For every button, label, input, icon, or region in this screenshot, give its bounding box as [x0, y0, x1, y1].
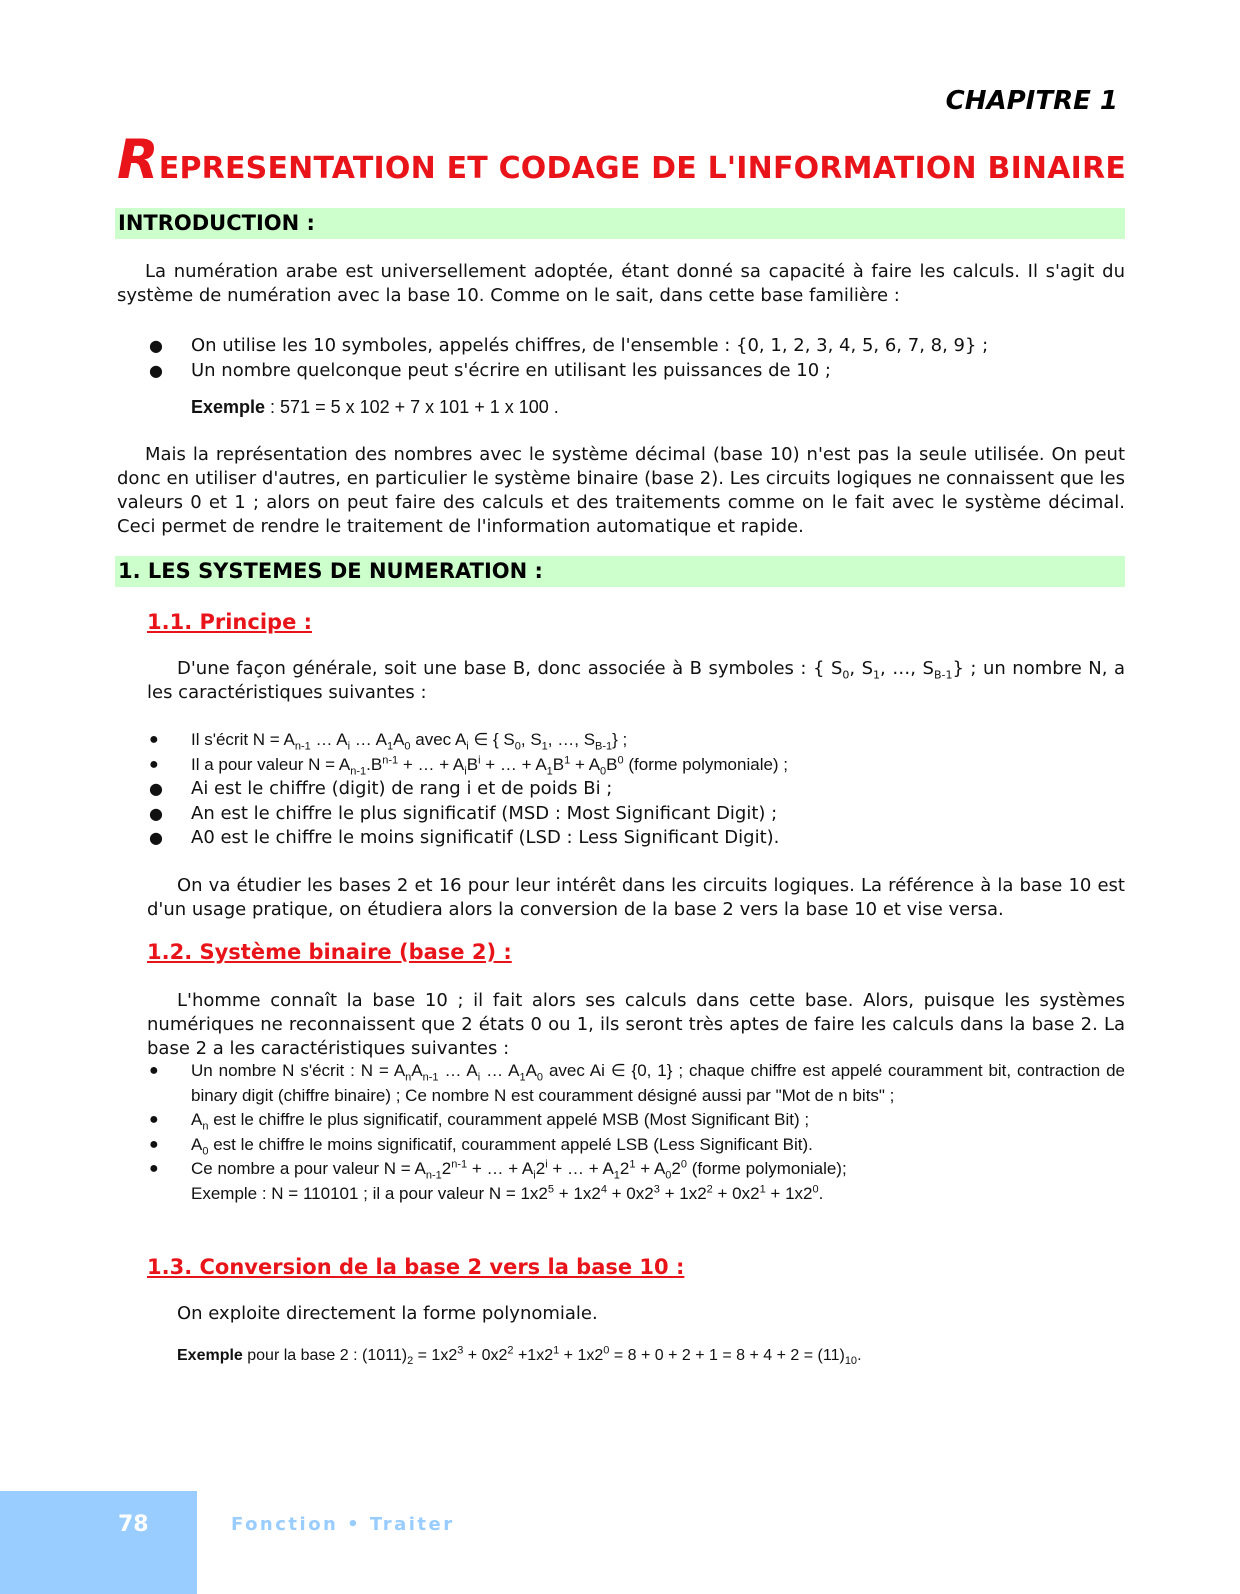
bullet-icon: ●: [149, 1160, 159, 1177]
list-item: ● $A_0$ est le chiffre le moins significatif, couramment appelé LSB (Less Significant Bit).: [149, 1134, 813, 1157]
binaire-paragraph: L'homme connaît la base 10 ; il fait alors ses calculs dans cette base. Alors, puisque les systèmes numériques ne reconnaissent que 2 états 0 ou 1, ils seront très aptes de faire les calculs dans la base 2. La base 2 a les caractéristiques suivantes :: [147, 990, 1125, 1059]
list-item: ● $A_n$ est le chiffre le plus significatif, couramment appelé MSB (Most Significant Bit) ;: [149, 1110, 810, 1133]
section-heading-systemes: 1. LES SYSTEMES DE NUMERATION :: [115, 556, 1125, 587]
principe-intro: D'une façon générale, soit une base B, donc associée à B symboles : { $S_0$, $S_1$, …, $S_{B-1}$} ; un nombre N, a les caractéristiques suivantes :: [147, 658, 1125, 703]
footer-page-tab: [0, 1491, 197, 1594]
bullet-icon: ●: [149, 779, 163, 798]
bullet-icon: ●: [149, 1135, 159, 1153]
binaire-bullet-list: [149, 1059, 1125, 1206]
principe-bullet-list: [149, 728, 1099, 851]
list-item: ● On utilise les 10 symboles, appelés chiffres, de l'ensemble : {0, 1, 2, 3, 4, 5, 6, 7, 8, 9} ;: [149, 334, 1099, 359]
intro-paragraph-2: Mais la représentation des nombres avec le système décimal (base 10) n'est pas la seule utilisée. On peut donc en utiliser d'autres, en particulier le système binaire (base 2). Les circuits logiques ne connaissent que les valeurs 0 et 1 ; alors on peut faire des calculs et des traitements comme on le fait avec le système décimal. Ceci permet de rendre le traitement de l'information automatique et rapide.: [117, 444, 1125, 537]
list-item: ● Il s'écrit $N = A_{n-1}$ … $A_i$ … $A_1A_0$ avec $A_i$ ∈ { $S_0$, $S_1$, …, $S_{B-1}$} ;: [149, 730, 628, 753]
bullet-icon: ●: [149, 755, 159, 773]
chapter-label: CHAPITRE 1: [945, 86, 1118, 116]
bullet-icon: ●: [149, 1111, 159, 1128]
bullet-icon: ●: [149, 1062, 159, 1079]
principe-paragraph: On va étudier les bases 2 et 16 pour leur intérêt dans les circuits logiques. La référence à la base 10 est d'un usage pratique, on étudiera alors la conversion de la base 2 vers la base 10 et vise versa.: [147, 875, 1125, 920]
list-item: ● Ai est le chiffre (digit) de rang i et de poids Bi ;: [149, 777, 1099, 802]
intro-paragraph-1: La numération arabe est universellement adoptée, étant donné sa capacité à faire les calculs. Il s'agit du système de numération avec la base 10. Comme on le sait, dans cette base familière :: [117, 261, 1125, 306]
list-item: ● Il a pour valeur $N = A_{n-1}.B^{n-1}$ + … + $A_iB^i$ + … + $A_1B^1 + A_0B^0$ (forme polymoniale) ;: [149, 753, 789, 777]
section-heading-introduction: INTRODUCTION :: [115, 208, 1125, 239]
page-number: 78: [118, 1512, 149, 1537]
subsection-heading-binaire: 1.2. Système binaire (base 2) :: [147, 940, 512, 964]
list-item: ● Un nombre N s'écrit : $N = A_nA_{n-1}$ … $A_i$ … $A_1A_0$ avec Ai ∈ {0, 1} ; chaque chiffre est appelé couramment bit, contraction de binary digit (chiffre binaire) ; Ce nombre N est couramment désigné aussi par "Mot de n bits" ;: [149, 1061, 1125, 1105]
list-item: ● Ce nombre a pour valeur $N = A_{n-1}2^{n-1}$ + … + $A_i2^i$ + … + $A_12^1 + A_02^0$ (forme polymoniale);: [149, 1158, 847, 1182]
bullet-icon: ●: [149, 731, 159, 748]
conversion-example: Exemple pour la base 2 : $(1011)_2 = 1x2^3 + 0x2^2 +1x2^1 + 1x2^0 = 8 + 0 + 2 + 1 = 8 + 4 + 2 = (11)_{10}$.: [177, 1344, 862, 1368]
bullet-icon: ●: [149, 828, 163, 847]
intro-example: Exemple : 571 = 5 x 102 + 7 x 101 + 1 x 100 .: [191, 397, 559, 417]
list-item: ● Un nombre quelconque peut s'écrire en utilisant les puissances de 10 ;: [149, 359, 1099, 384]
footer-text: Fonction • Traiter: [231, 1514, 455, 1535]
title-rest: EPRESENTATION ET CODAGE DE L'INFORMATION BINAIRE: [158, 151, 1127, 186]
bullet-icon: ●: [149, 803, 163, 823]
list-item: ● A0 est le chiffre le moins significatif (LSD : Less Significant Digit).: [149, 826, 1099, 851]
bullet-icon: ●: [149, 336, 163, 355]
list-item: ● An est le chiffre le plus significatif (MSD : Most Significant Digit) ;: [149, 802, 1099, 827]
conversion-paragraph: On exploite directement la forme polynomiale.: [177, 1303, 598, 1324]
binaire-example: Exemple : N = 110101 ; il a pour valeur $N = 1x2^5 + 1x2^4 + 0x2^3 + 1x2^2 + 0x2^1 + 1x2^0$.: [191, 1182, 824, 1203]
page-title: [117, 128, 1126, 191]
subsection-heading-principe: 1.1. Principe :: [147, 610, 313, 634]
bullet-icon: ●: [149, 360, 163, 380]
title-initial: R: [117, 128, 159, 191]
subsection-heading-conversion: 1.3. Conversion de la base 2 vers la base 10 :: [147, 1255, 685, 1279]
intro-bullet-list: [149, 334, 1099, 383]
